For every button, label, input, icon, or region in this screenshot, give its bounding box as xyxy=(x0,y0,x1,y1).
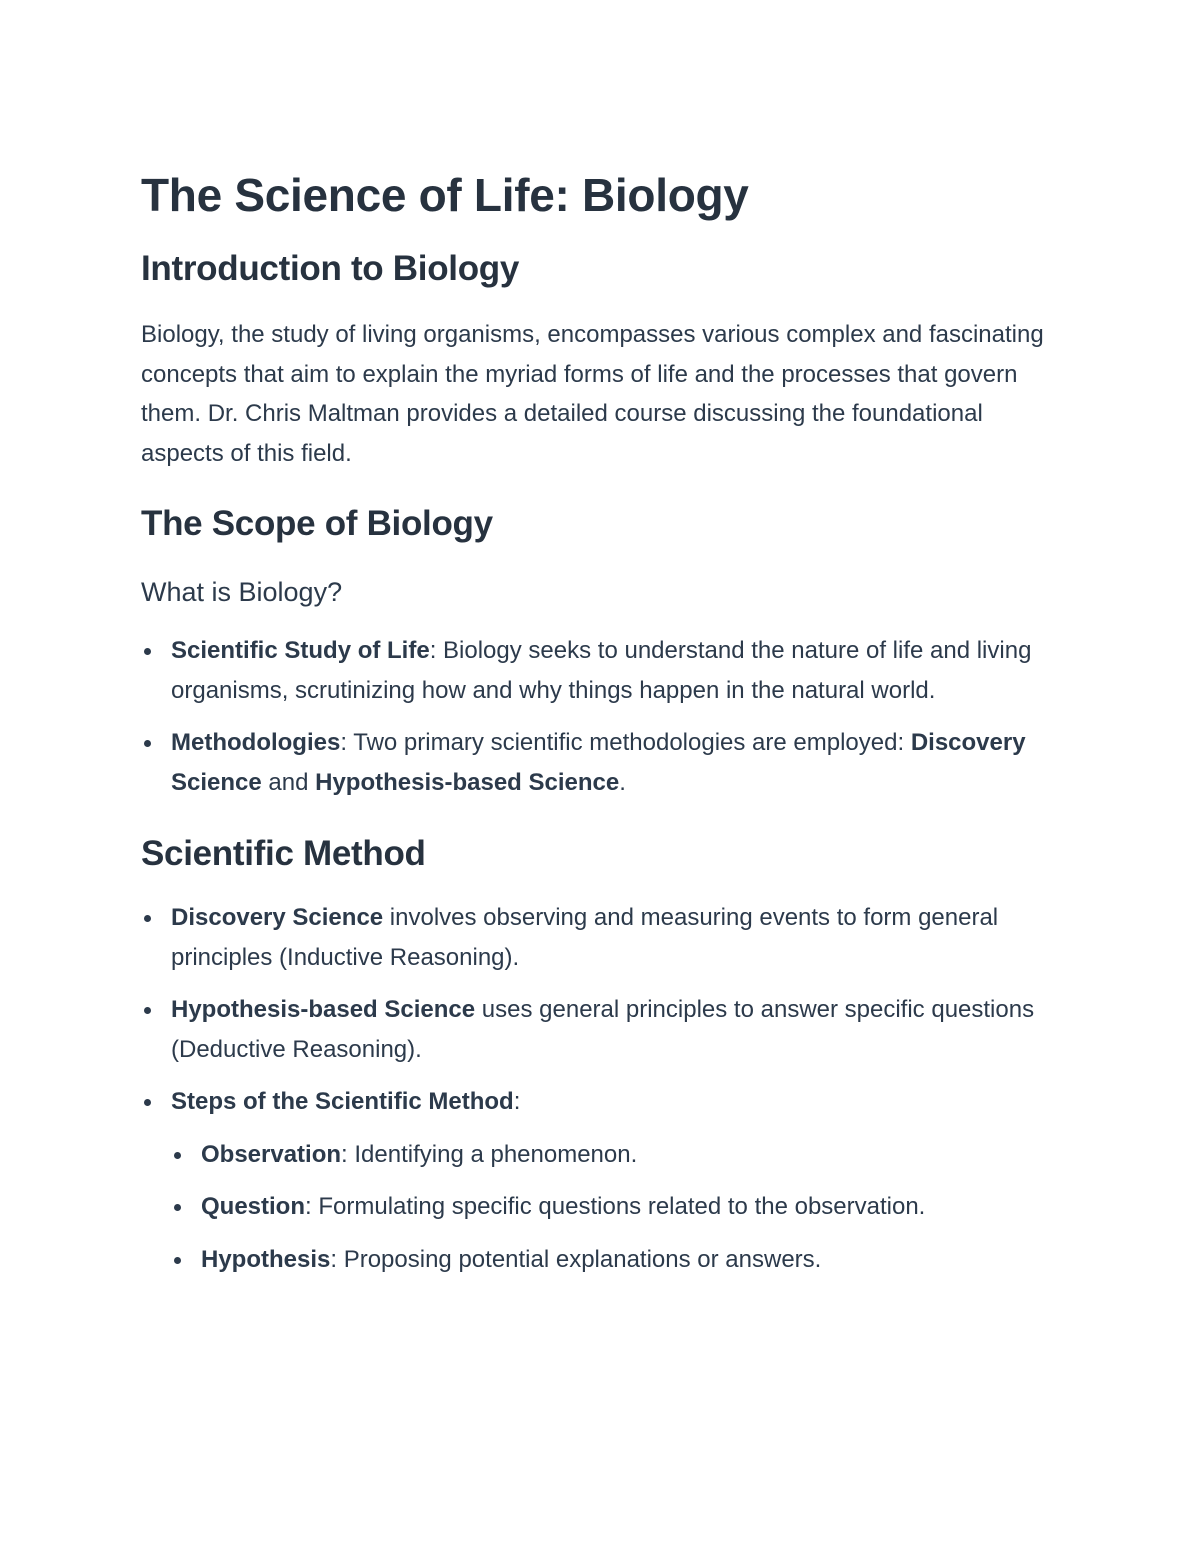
bold-term: Observation xyxy=(201,1140,342,1168)
item-text: : Formulating specific questions related to the observation. xyxy=(305,1193,926,1220)
bold-term: Discovery Science xyxy=(171,729,1026,796)
list-item-scientific-study xyxy=(141,631,1061,710)
section-heading-scientific-method: Scientific Method xyxy=(141,834,426,873)
item-text: and xyxy=(261,768,316,796)
bold-term: Hypothesis-based Science xyxy=(171,996,476,1023)
bold-term: Scientific Study of Life xyxy=(171,637,430,664)
bold-term: Question xyxy=(201,1193,306,1220)
bold-term: Steps of the Scientific Method xyxy=(171,1088,514,1115)
bold-term: Hypothesis-based Science xyxy=(315,768,620,796)
list-item-discovery-science xyxy=(141,898,1061,977)
method-list xyxy=(141,898,1061,1279)
item-text: : Identifying a phenomenon. xyxy=(341,1140,638,1168)
intro-paragraph: Biology, the study of living organisms, encompasses various complex and fascinating concepts that aim to explain the myriad forms of life and the processes that govern them. Dr. Chris Maltman provides a detailed course discussing the foundational aspects of this field. xyxy=(141,321,1044,467)
scope-list xyxy=(141,631,1061,802)
section-heading-introduction: Introduction to Biology xyxy=(141,249,520,288)
subheading-what-is-biology: What is Biology? xyxy=(141,577,343,607)
section-heading-scope: The Scope of Biology xyxy=(141,504,493,543)
step-observation xyxy=(171,1135,1061,1175)
item-text: involves observing and measuring events to form general principles (Inductive Reasoning). xyxy=(171,904,999,971)
list-item-methodologies xyxy=(141,723,1061,802)
item-text: uses general principles to answer specific questions (Deductive Reasoning). xyxy=(171,996,1035,1063)
item-text: : Two primary scientific methodologies are employed: xyxy=(340,729,911,756)
page-title: The Science of Life: Biology xyxy=(141,169,749,221)
bold-term: Hypothesis xyxy=(201,1245,331,1273)
step-question xyxy=(171,1187,1061,1227)
item-text: : Biology seeks to understand the nature of life and living organisms, scrutinizing how and why things happen in the natural world. xyxy=(171,637,1032,704)
list-item-hypothesis-science xyxy=(141,990,1061,1069)
step-hypothesis xyxy=(171,1240,1061,1280)
item-text: : Proposing potential explanations or answers. xyxy=(330,1245,822,1273)
bold-term: Methodologies xyxy=(171,729,341,756)
bold-term: Discovery Science xyxy=(171,904,384,931)
document-page xyxy=(141,166,1061,1279)
item-text: : xyxy=(513,1088,521,1115)
list-item-steps xyxy=(141,1082,1061,1279)
steps-list xyxy=(171,1135,1061,1280)
item-text: . xyxy=(619,768,626,796)
